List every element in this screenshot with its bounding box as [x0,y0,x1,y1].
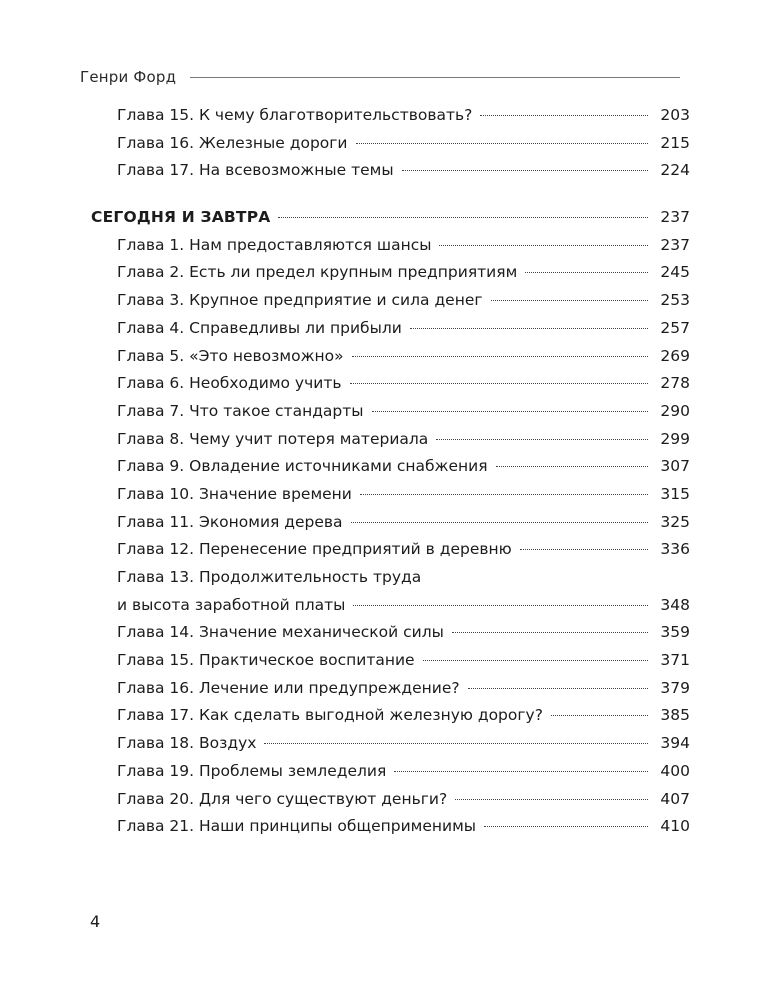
toc-entry-page: 299 [660,429,690,448]
toc-entry [117,130,690,158]
toc-entry [117,398,690,426]
page-number: 4 [90,912,101,931]
toc-entry-page: 325 [660,512,690,531]
toc-entry-title: Глава 9. Овладение источниками снабжения [117,457,488,476]
toc-entry-page: 269 [660,346,690,365]
toc-entry-title: Глава 10. Значение времени [117,484,352,503]
toc-entry-title-continued: и высота заработной платы [117,595,346,614]
dot-leader [351,522,648,523]
dot-leader [491,300,648,301]
dot-leader [278,217,648,218]
dot-leader [410,328,648,329]
toc-entry-page: 348 [660,595,690,614]
toc-entry-page: 385 [660,706,690,725]
toc-entry [117,426,690,454]
part-page: 237 [660,208,690,227]
toc-entry-title: Глава 1. Нам предоставляются шансы [117,235,432,254]
dot-leader [350,383,649,384]
toc-entry [117,509,690,537]
toc-entry-page: 336 [660,540,690,559]
toc-entry-title: Глава 17. Как сделать выгодной железную дорогу? [117,706,543,725]
toc-entry-title: Глава 4. Справедливы ли прибыли [117,318,402,337]
toc-entry-title: Глава 17. На всевозможные темы [117,161,394,180]
dot-leader [520,549,648,550]
dot-leader [423,660,648,661]
toc-entry [117,232,690,260]
toc-entry [117,157,690,185]
toc-entry-title: Глава 3. Крупное предприятие и сила денег [117,291,483,310]
dot-leader [551,715,648,716]
dot-leader [468,688,648,689]
toc-entry-line1 [117,564,690,592]
toc-entry [117,675,690,703]
toc-entry-page: 410 [660,817,690,836]
toc-entry-page: 290 [660,401,690,420]
dot-leader [356,143,649,144]
toc-entry-title: Глава 18. Воздух [117,734,257,753]
toc-entry-page: 407 [660,789,690,808]
toc-entry-title: Глава 14. Значение механической силы [117,623,444,642]
toc-entry-title: Глава 12. Перенесение предприятий в деревню [117,540,512,559]
toc-entry-page: 379 [660,678,690,697]
dot-leader [394,771,648,772]
dot-leader [525,272,648,273]
toc-entry-page: 359 [660,623,690,642]
dot-leader [360,494,648,495]
dot-leader [439,245,648,246]
toc-entry-page: 400 [660,761,690,780]
toc-entry-title: Глава 15. К чему благотворительствовать? [117,106,473,124]
toc-entry-title: Глава 11. Экономия дерева [117,512,343,531]
toc-part-heading [91,204,690,232]
dot-leader [480,115,648,116]
toc-entry [117,536,690,564]
toc-entry-title: Глава 13. Продолжительность труда [117,568,422,586]
toc-entry-title: Глава 16. Железные дороги [117,133,348,152]
dot-leader [353,605,648,606]
toc-entry-page: 237 [660,235,690,254]
toc-entry-page: 245 [660,263,690,282]
toc-entry-page: 307 [660,457,690,476]
toc-entry-page: 203 [660,106,690,124]
header-author: Генри Форд [80,68,177,86]
toc-entry-title: Глава 7. Что такое стандарты [117,401,364,420]
toc-entry [117,343,690,371]
toc-entry [117,102,690,130]
toc-entry [117,786,690,814]
toc-entry [117,702,690,730]
toc-entry-page: 257 [660,318,690,337]
toc-entry-page: 224 [660,161,690,180]
toc-entry [117,370,690,398]
toc-entry [117,813,690,841]
section-gap [117,185,690,204]
toc-entry-line2 [117,592,690,620]
toc-entry [117,758,690,786]
header-rule [190,77,680,78]
toc-entry [117,287,690,315]
toc-entry [117,730,690,758]
dot-leader [264,743,648,744]
toc-entry-title: Глава 8. Чему учит потеря материала [117,429,429,448]
toc-entry-page: 278 [660,374,690,393]
toc-entry-title: Глава 20. Для чего существуют деньги? [117,789,448,808]
toc-entry-page: 315 [660,484,690,503]
toc-entry-title: Глава 21. Наши принципы общеприменимы [117,817,477,836]
dot-leader [455,799,648,800]
dot-leader [452,632,648,633]
toc-entry [117,481,690,509]
toc-entry-title: Глава 19. Проблемы земледелия [117,761,387,780]
toc-entry [117,619,690,647]
dot-leader [352,356,648,357]
toc-entry-title: Глава 2. Есть ли предел крупным предприятиям [117,263,518,282]
table-of-contents [91,102,690,841]
toc-entry-page: 253 [660,291,690,310]
dot-leader [484,826,648,827]
dot-leader [372,411,648,412]
dot-leader [496,466,648,467]
toc-entry-page: 394 [660,734,690,753]
toc-entry [117,647,690,675]
toc-entry [117,259,690,287]
dot-leader [402,170,648,171]
toc-entry-page: 215 [660,133,690,152]
toc-entry [117,315,690,343]
toc-entry [117,453,690,481]
toc-entry-title: Глава 6. Необходимо учить [117,374,342,393]
toc-entry-title: Глава 16. Лечение или предупреждение? [117,678,460,697]
running-header [80,66,680,88]
toc-entry-page: 371 [660,651,690,670]
part-title: СЕГОДНЯ И ЗАВТРА [91,208,271,227]
dot-leader [436,439,648,440]
toc-entry-title: Глава 5. «Это невозможно» [117,346,344,365]
toc-entry-title: Глава 15. Практическое воспитание [117,651,415,670]
